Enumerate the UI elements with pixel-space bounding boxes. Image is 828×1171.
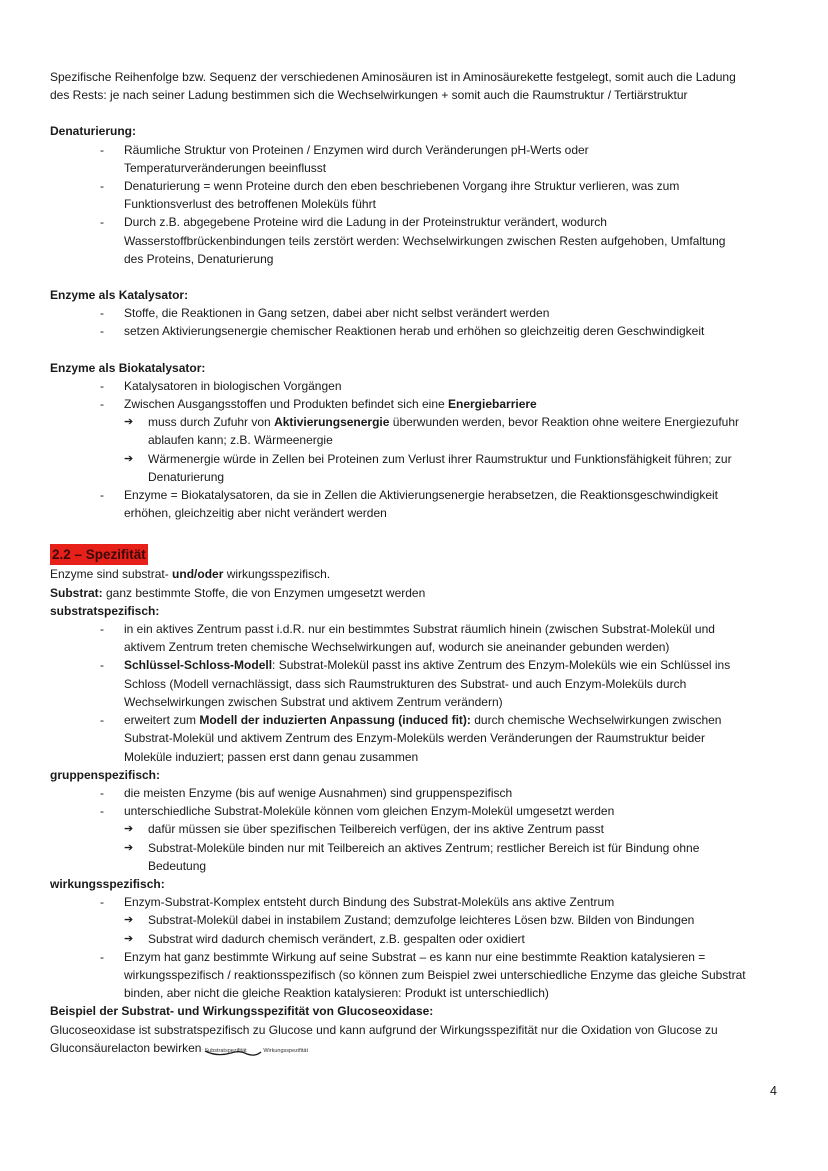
dash-bullet: - [100, 713, 104, 728]
list-item [50, 141, 782, 177]
list-text: Substrat-Molekül und aktivem Zentrum des Enzym-Moleküls werden Veränderungen der Raumstruktur beider [124, 731, 705, 746]
text-run: erweitert zum [124, 713, 200, 728]
list-text: binden, aber nicht die gleiche Reaktion katalysieren: Produkt ist unterschiedlich) [124, 986, 549, 1001]
text-run: durch chemische Wechselwirkungen zwischen [470, 713, 722, 728]
arrow-item [50, 413, 782, 449]
list-item [50, 948, 782, 1003]
dash-bullet: - [100, 949, 104, 964]
wirkungsspezifisch-heading: wirkungsspezifisch: [50, 876, 165, 891]
list-text: des Proteins, Denaturierung [124, 251, 274, 266]
brace-stroke [201, 1047, 263, 1058]
dash-bullet: - [100, 142, 104, 157]
dash-bullet: - [100, 215, 104, 230]
list-text: Funktionsverlust des betroffenen Moleküls führt [124, 197, 376, 212]
list-text: die meisten Enzyme (bis auf wenige Ausnahmen) sind gruppenspezifisch [124, 785, 513, 800]
list-text: Bedeutung [148, 858, 207, 873]
arrow-icon: ➔ [124, 416, 134, 429]
handwritten-brace [201, 1039, 246, 1060]
dash-bullet: - [100, 179, 104, 194]
body-line: Glucoseoxidase ist substratspezifisch zu Glucose und kann aufgrund der Wirkungsspezifität nur die Oxidation von Glucose zu [50, 1022, 718, 1037]
list-text [148, 413, 782, 431]
list-item [50, 304, 782, 322]
arrow-icon: ➔ [124, 823, 134, 836]
list-text: Substrat-Moleküle binden nur mit Teilbereich an aktives Zentrum; restlicher Bereich ist für Bindung ohne [148, 840, 700, 855]
list-item [50, 177, 782, 213]
list-text: Wasserstoffbrückenbindungen teils zerstört werden: Wechselwirkungen zwischen Resten aufgehoben, Umfaltung [124, 233, 726, 248]
list-text: Enzym hat ganz bestimmte Wirkung auf seine Substrat – es kann nur eine bestimmte Reaktion katalysieren = [124, 949, 706, 964]
denaturierung-heading: Denaturierung: [50, 124, 137, 139]
list-text: Stoffe, die Reaktionen in Gang setzen, dabei aber nicht selbst verändert werden [124, 306, 550, 321]
arrow-item [50, 911, 782, 929]
dash-bullet: - [100, 324, 104, 339]
text-run: Enzyme sind substrat- [50, 567, 173, 582]
list-text: setzen Aktivierungsenergie chemischer Reaktionen herab und erhöhen so gleichzeitig deren Geschwindigkeit [124, 324, 705, 339]
bold-term: Modell der induzierten Anpassung (induced fit): [199, 713, 471, 728]
text-run: überwunden werden, bevor Reaktion ohne weitere Energiezufuhr [389, 415, 739, 430]
list-text: Substrat-Molekül dabei in instabilem Zustand; demzufolge leichteres Lösen bzw. Bilden von Bindungen [148, 913, 695, 928]
annotation-substrat: : Substratspezifität [201, 1047, 247, 1054]
list-text [124, 711, 782, 729]
list-text: Moleküle induziert; passen erst dann genau zusammen [124, 749, 419, 764]
document-page [50, 68, 782, 1060]
list-text: ablaufen kann; z.B. Wärmeenergie [148, 433, 333, 448]
section-title: 2.2 – Spezifität [50, 544, 148, 565]
list-item [50, 377, 782, 395]
list-text: Enzyme = Biokatalysatoren, da sie in Zellen die Aktivierungsenergie herabsetzen, die Reaktionsgeschwindigkeit [124, 488, 719, 503]
text-run: wirkungsspezifisch. [223, 567, 331, 582]
list-text [124, 395, 782, 413]
arrow-item [50, 839, 782, 875]
text-run: Zwischen Ausgangsstoffen und Produkten befindet sich eine [124, 397, 448, 412]
body-line [50, 584, 782, 602]
arrow-item [50, 930, 782, 948]
dash-bullet: - [100, 488, 104, 503]
dash-bullet: - [100, 378, 104, 393]
list-text: erhöhen, gleichzeitig aber nicht verändert werden [124, 506, 387, 521]
intro-line: Spezifische Reihenfolge bzw. Sequenz der verschiedenen Aminosäuren ist in Aminosäurekette festgelegt, somit auch die Ladung [50, 70, 736, 84]
list-item [50, 486, 782, 522]
dash-bullet: - [100, 804, 104, 819]
list-text: Schloss (Modell vernachlässigt, dass sich Raumstrukturen des Substrat- und auch Enzym-Moleküls durch [124, 676, 687, 691]
list-text: Wärmenergie würde in Zellen bei Proteinen zum Verlust ihrer Raumstruktur und Funktionsfähigkeit führen; zur [148, 451, 732, 466]
gruppenspezifisch-heading: gruppenspezifisch: [50, 767, 161, 782]
body-line [50, 565, 782, 583]
arrow-icon: ➔ [124, 841, 134, 854]
dash-bullet: - [100, 895, 104, 910]
list-item [50, 893, 782, 911]
arrow-icon: ➔ [124, 914, 134, 927]
list-text: wirkungsspezifisch / reaktionsspezifisch (so können zum Beispiel zwei unterschiedliche Enzyme das gleiche Substrat [124, 967, 746, 982]
list-text: Denaturierung [148, 469, 225, 484]
list-item [50, 656, 782, 711]
page-number: 4 [770, 1084, 777, 1098]
arrow-item [50, 450, 782, 486]
text-run: ganz bestimmte Stoffe, die von Enzymen umgesetzt werden [102, 585, 426, 600]
list-item [50, 620, 782, 656]
text-run: muss durch Zufuhr von [148, 415, 275, 430]
list-text: aktivem Zentrum treten chemische Wechselwirkungen auf, wodurch sie aneinander gebunden werden) [124, 640, 670, 655]
substratspezifisch-heading: substratspezifisch: [50, 603, 160, 618]
list-text: Räumliche Struktur von Proteinen / Enzymen wird durch Veränderungen pH-Werts oder [124, 142, 589, 157]
list-text: Katalysatoren in biologischen Vorgängen [124, 378, 342, 393]
list-text: Temperaturveränderungen beeinflusst [124, 160, 327, 175]
list-item [50, 784, 782, 802]
dash-bullet: - [100, 622, 104, 637]
bold-term: Substrat: [50, 585, 103, 600]
text-run: : Substrat-Molekül passt ins aktive Zentrum des Enzym-Moleküls wie ein Schlüssel ins [272, 658, 731, 673]
list-item [50, 395, 782, 413]
text-run: Gluconsäurelacton bewirken [50, 1040, 202, 1055]
list-text: Durch z.B. abgegebene Proteine wird die Ladung in der Proteinstruktur verändert, wodurch [124, 215, 607, 230]
list-item [50, 711, 782, 766]
beispiel-heading: Beispiel der Substrat- und Wirkungsspezifität von Glucoseoxidase: [50, 1004, 434, 1019]
list-text: in ein aktives Zentrum passt i.d.R. nur ein bestimmtes Substrat räumlich hinein (zwischen Substrat-Molekül und [124, 622, 715, 637]
intro-line: des Rests: je nach seiner Ladung bestimmen sich die Wechselwirkungen + somit auch die Raumstruktur / Tertiärstruktur [50, 88, 688, 103]
bold-term: Schlüssel-Schloss-Modell [124, 658, 273, 673]
list-text: dafür müssen sie über spezifischen Teilbereich verfügen, der ins aktive Zentrum passt [148, 822, 605, 837]
list-text: Denaturierung = wenn Proteine durch den eben beschriebenen Vorgang ihre Struktur verlieren, was zum [124, 179, 680, 194]
list-text: unterschiedliche Substrat-Moleküle können vom gleichen Enzym-Molekül umgesetzt werden [124, 804, 615, 819]
bold-term: Aktivierungsenergie [274, 415, 390, 430]
arrow-icon: ➔ [124, 452, 134, 465]
bold-term: Energiebarriere [448, 397, 537, 412]
list-item [50, 322, 782, 340]
list-text: Wechselwirkungen zwischen Substrat und aktivem Zentrum verändern) [124, 694, 503, 709]
list-text: Substrat wird dadurch chemisch verändert, z.B. gespalten oder oxidiert [148, 931, 525, 946]
katalysator-heading: Enzyme als Katalysator: [50, 288, 189, 303]
body-line [50, 1039, 782, 1060]
dash-bullet: - [100, 397, 104, 412]
list-text [124, 656, 782, 674]
arrow-item [50, 820, 782, 838]
bold-term: und/oder [172, 567, 224, 582]
dash-bullet: - [100, 785, 104, 800]
biokatalysator-heading: Enzyme als Biokatalysator: [50, 360, 206, 375]
list-item [50, 213, 782, 268]
dash-bullet: - [100, 658, 104, 673]
arrow-icon: ➔ [124, 932, 134, 945]
list-item [50, 802, 782, 820]
list-text: Enzym-Substrat-Komplex entsteht durch Bindung des Substrat-Moleküls ans aktive Zentrum [124, 895, 615, 910]
annotation-wirkung: Wirkungsspezifität [263, 1047, 308, 1054]
dash-bullet: - [100, 306, 104, 321]
